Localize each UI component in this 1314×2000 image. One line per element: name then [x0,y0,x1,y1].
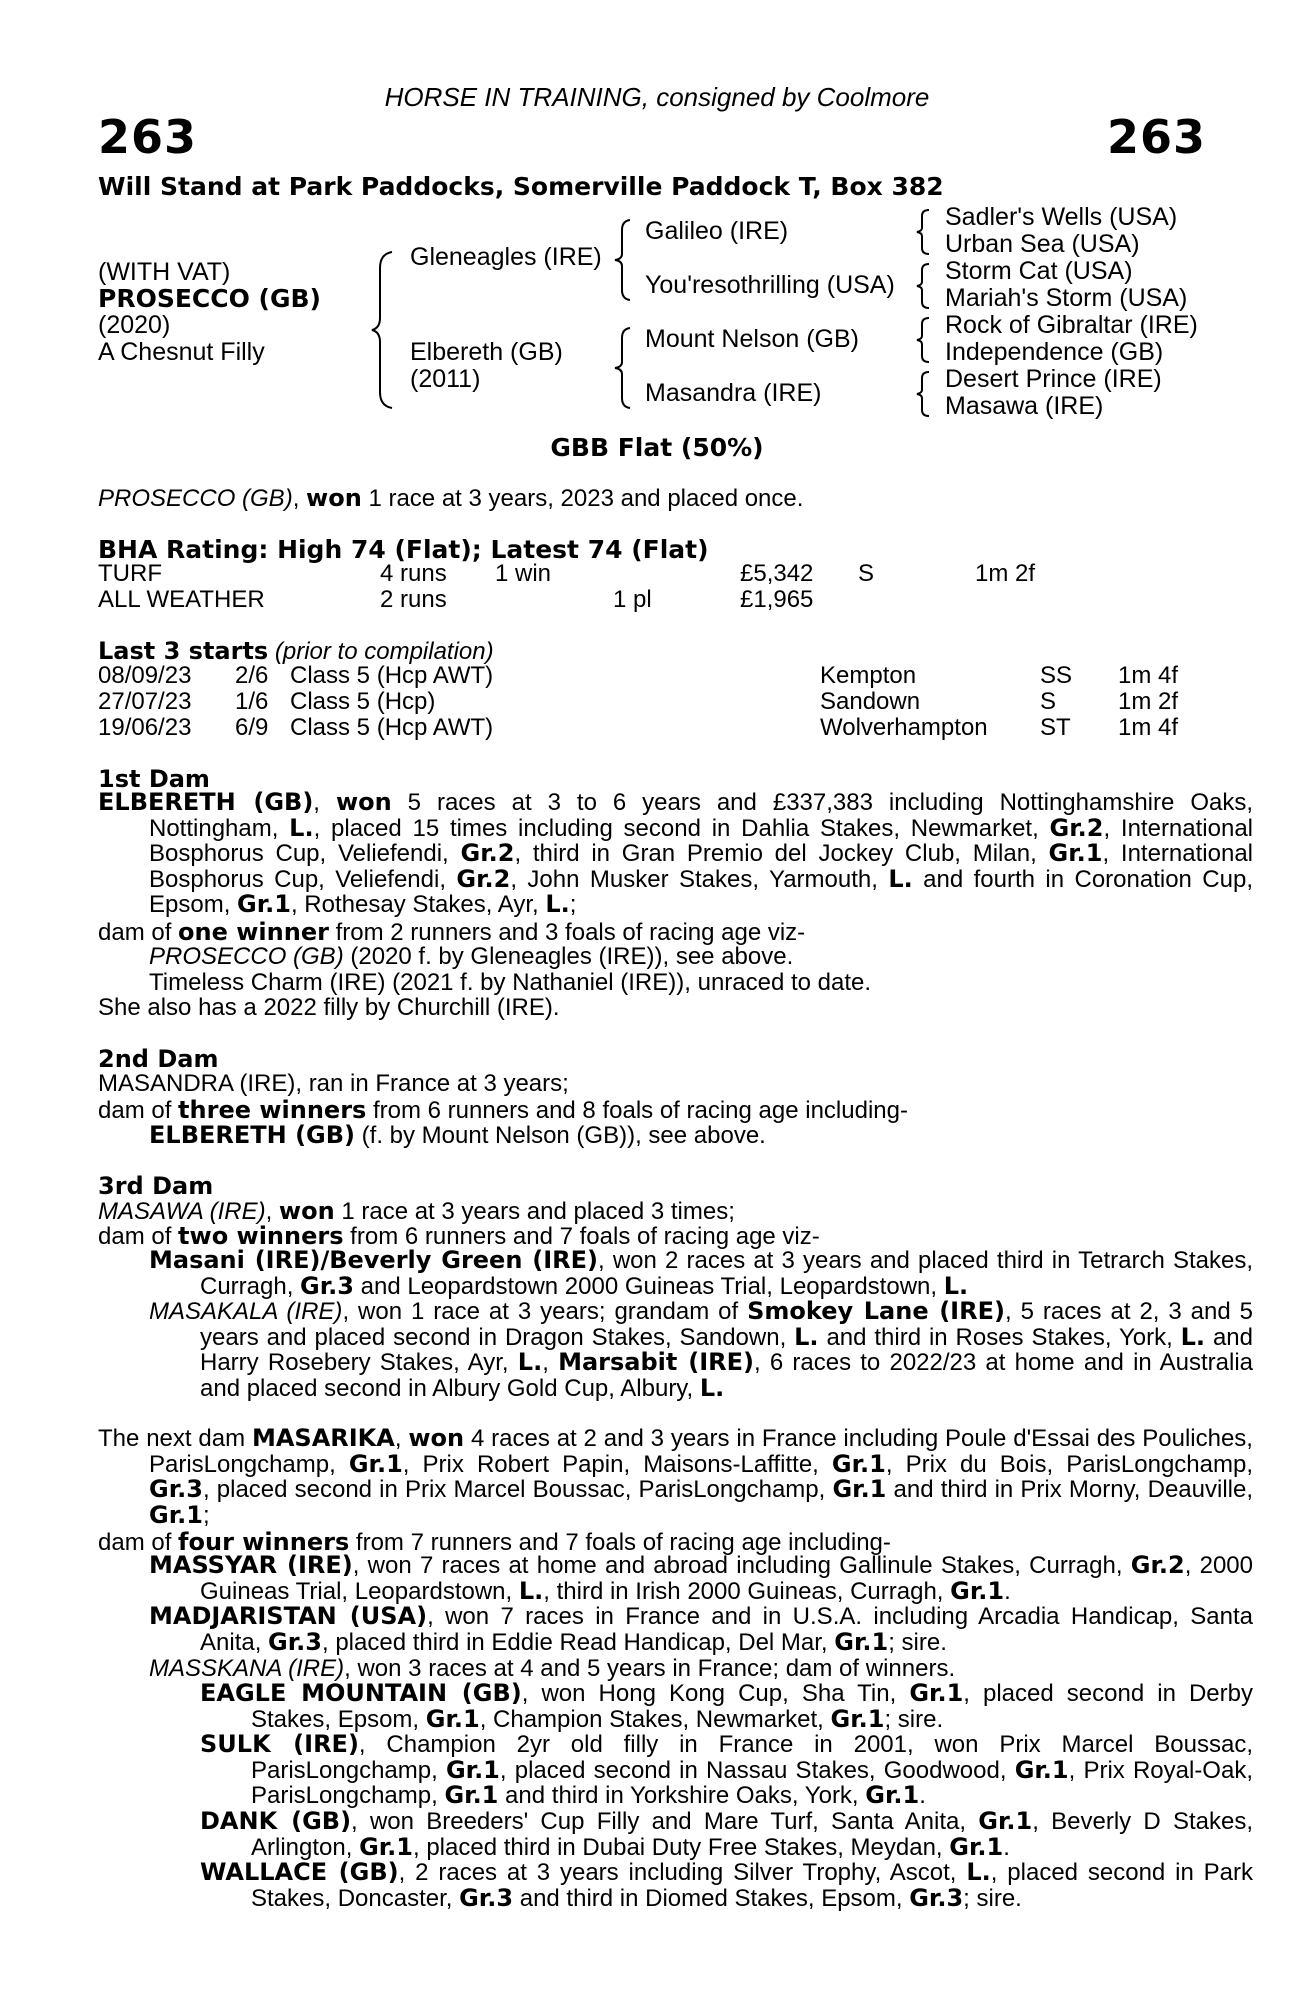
record-text: ; sire. [884,1705,944,1733]
produce-name: PROSECCO (GB) [149,943,344,970]
start-going: SS [1040,662,1073,689]
record-text: 5 races at 3 to 6 years and £337,383 including Nottinghamshire Oaks, Nottingham, [149,789,1254,842]
pedigree-gen3-4: Mariah's Storm (USA) [945,284,1188,312]
record-text: , Champion Stakes, Newmarket, [479,1705,831,1733]
bha-rating: BHA Rating: High 74 (Flat); Latest 74 (Flat) [98,535,709,564]
pedigree-brace-g3-1 [914,208,934,256]
record-text: , placed third in Dubai Duty Free Stakes, Meydan, [413,1833,950,1861]
pedigree-gen3-3: Storm Cat (USA) [945,257,1133,285]
record-text: ; sire. [888,1628,947,1656]
record-text: , third in Gran Premio del Jockey Club, Milan, [514,840,1049,868]
record-text: and Leopardstown 2000 Guineas Trial, Leopardstown, [353,1272,944,1300]
pedigree-gen3-2: Urban Sea (USA) [945,230,1140,258]
summary-horse-name: PROSECCO (GB) [98,485,293,512]
record-text: , 2000 Guineas Trial, Leopardstown, [200,1552,1254,1605]
pedigree-gen3-6: Independence (GB) [945,338,1164,366]
last-starts-note: (prior to compilation) [268,638,494,665]
grandchild-name: WALLACE (GB) [200,1858,399,1886]
grandchild-name: SULK (IRE) [200,1730,359,1758]
record-text: , won Breeders' Cup Filly and Mare Turf, Santa Anita, [351,1808,979,1835]
start-distance: 1m 4f [1118,714,1179,741]
produce-name: MASSKANA (IRE) [149,1655,345,1682]
record-text: , Prix Robert Papin, Maisons-Laffitte, [402,1450,832,1478]
pedigree-gen3-8: Masawa (IRE) [945,392,1104,420]
record-text: , 2 races at 3 years including Silver Trophy, Ascot, [398,1859,967,1886]
next-dam-record [98,1426,1253,1528]
produce-item [149,943,793,971]
record-text: . [1003,1833,1010,1861]
record-text: , placed second in Prix Marcel Boussac, ParisLongchamp, [202,1476,833,1504]
group-label: Gr.1 [950,1576,1005,1605]
grandchild-name: Smokey Lane (IRE) [747,1297,1005,1325]
listed-label: L. [699,1373,725,1402]
record-text: , won 1 race at 3 years; grandam of [342,1298,748,1325]
record-text: , International Bosphorus Cup, Veliefendi, [149,814,1254,868]
listed-label: L. [518,1576,544,1605]
produce-text: dam of [98,1529,179,1556]
produce-text: from 6 runners and 7 foals of racing age viz- [343,1223,820,1250]
produce-text: (2020 f. by Gleneagles (IRE)), see above. [343,943,794,970]
third-dam-name: MASAWA (IRE) [98,1198,266,1225]
listed-label: L. [966,1858,991,1886]
race-summary: PROSECCO (GB), won 1 race at 3 years, 2023 and placed once. [98,484,804,512]
produce-name: ELBERETH (GB) [149,1121,355,1149]
record-text: and third in Yorkshire Oaks, York, [498,1782,866,1810]
start-course: Wolverhampton [820,714,988,741]
start-course: Kempton [820,662,917,689]
vat-note: (WITH VAT) [98,258,231,286]
group-label: Gr.3 [300,1271,354,1300]
group-label: Gr.2 [1049,813,1104,842]
next-dam-name: MASARIKA [251,1424,395,1452]
pedigree-sire-sire: Galileo (IRE) [645,217,789,245]
record-text: , Beverly D Stakes, Arlington, [251,1808,1253,1861]
group-label: Gr.3 [268,1627,322,1656]
record-text: ; [569,891,577,919]
record-text: , placed second in Nassau Stakes, Goodwood, [499,1756,1015,1784]
rating-runs: 2 runs [380,586,447,613]
grandchild-item [200,1681,1253,1732]
group-label: Gr.2 [1130,1551,1185,1579]
won-label: won [278,1197,335,1225]
listed-label: L. [517,1348,543,1377]
pedigree-gen3-1: Sadler's Wells (USA) [945,203,1178,231]
second-dam-heading: 2nd Dam [98,1045,219,1073]
first-dam-name: ELBERETH (GB) [98,788,314,816]
grandchild-item [200,1732,1253,1809]
summary-won: won [306,484,362,512]
pedigree-gen3-5: Rock of Gibraltar (IRE) [945,311,1198,339]
pedigree-gen3-7: Desert Prince (IRE) [945,365,1162,393]
catalogue-header: HORSE IN TRAINING, consigned by Coolmore [384,82,930,112]
start-position: 2/6 [235,662,269,689]
gbb-eligibility: GBB Flat (50%) [550,433,764,462]
listed-label: L. [888,864,913,893]
start-date: 27/07/23 [98,688,192,715]
record-text: , [542,1349,559,1377]
group-label: Gr.1 [978,1807,1033,1835]
produce-count: three winners [178,1096,367,1124]
summary-text: 1 race at 3 years, 2023 and placed once. [361,485,804,512]
rating-distance: 1m 2f [975,560,1036,587]
group-label: Gr.1 [909,1679,964,1707]
rating-wins: 1 win [495,560,552,587]
record-text: , placed second in Park Stakes, Doncaster, [251,1859,1254,1912]
group-label: Gr.1 [237,890,291,919]
pedigree-dam: Elbereth (GB) [410,338,563,366]
start-position: 6/9 [235,714,269,741]
third-dam-heading: 3rd Dam [98,1172,214,1200]
record-text: and fourth in Coronation Cup, Epsom, [149,865,1254,919]
horse-year: (2020) [98,311,171,339]
group-label: Gr.2 [460,839,515,868]
rating-prize: £1,965 [740,586,814,613]
record-text: , International Bosphorus Cup, Veliefendi, [149,840,1253,893]
listed-label: L. [289,813,314,842]
produce-name: MASSYAR (IRE) [149,1551,353,1579]
listed-label: L. [545,890,570,919]
won-label: won [335,788,392,816]
first-dam-record: ELBERETH (GB), won 5 races at 3 to 6 years and £337,383 including Nottinghamshire Oaks, Nottingham, L., placed 15 times including second in Dahlia Stakes, Newmarket, Gr.2, International Bosphorus Cup, Veliefendi, Gr.2, third in Gran Premio del Jockey Club, Milan, Gr.1, International Bosphorus Cup, Veliefendi, Gr.2, John Musker Stakes, Yarmouth, L. and fourth in Coronation Cup, Epsom, Gr.1, Rothesay Stakes, Ayr, L.; [98,788,1254,919]
start-going: S [1040,688,1057,715]
group-label: Gr.1 [834,1627,889,1656]
record-text: ; sire. [963,1884,1022,1912]
record-text: and Harry Rosebery Stakes, Ayr, [200,1323,1253,1377]
start-distance: 1m 2f [1118,688,1179,715]
third-dam-record: MASAWA (IRE), won 1 race at 3 years and placed 3 times; [98,1197,735,1225]
record-text: , Prix du Bois, ParisLongchamp, [885,1450,1253,1478]
listed-label: L. [1180,1322,1206,1351]
produce-text: from 6 runners and 8 foals of racing age including- [366,1097,908,1124]
record-text: , won 2 races at 3 years and placed third in Tetrarch Stakes, Curragh, [200,1247,1254,1300]
record-text: , [394,1425,409,1452]
start-race: Class 5 (Hcp AWT) [290,714,494,741]
produce-text: dam of [98,1223,179,1250]
record-text: 4 races at 2 and 3 years in France including Poule d'Essai des Pouliches, ParisLongchamp, [149,1425,1253,1478]
pedigree-brace-g3-3 [914,316,934,364]
rating-places: 1 pl [613,586,652,613]
rating-prize: £5,342 [740,560,814,587]
start-course: Sandown [820,688,921,715]
last-starts-title: Last 3 starts [98,637,269,665]
group-label: Gr.1 [445,1755,500,1784]
produce-text: dam of [98,1097,179,1124]
group-label: Gr.1 [1048,839,1103,868]
pedigree-brace-sire [612,218,636,302]
lot-number-left: 263 [98,110,198,164]
produce-count: two winners [178,1222,344,1250]
listed-label: L. [794,1322,819,1351]
horse-name: PROSECCO (GB) [98,284,321,313]
pedigree-dam-year: (2011) [410,365,481,393]
start-date: 08/09/23 [98,662,192,689]
pedigree-brace-main [370,250,400,410]
group-label: Gr.1 [444,1781,499,1810]
second-dam-record: MASANDRA (IRE), ran in France at 3 years; [98,1070,569,1097]
produce-item [149,1553,1253,1604]
produce-item [149,1299,1253,1401]
pedigree-brace-dam [612,326,636,410]
group-label: Gr.1 [830,1704,885,1733]
produce-text: dam of [98,919,179,946]
record-text: and third in Roses Stakes, York, [818,1323,1181,1351]
record-text: . [1004,1577,1011,1605]
record-text: ; [202,1501,210,1529]
record-text: , won Hong Kong Cup, Sha Tin, [521,1680,910,1707]
start-position: 1/6 [235,688,269,715]
produce-item [149,1248,1253,1299]
pedigree-brace-g3-4 [914,370,934,418]
pedigree-brace-g3-2 [914,262,934,310]
group-label: Gr.3 [459,1883,514,1912]
start-date: 19/06/23 [98,714,192,741]
group-label: Gr.1 [1014,1755,1069,1784]
record-text: , won 7 races at home and abroad including Gallinule Stakes, Curragh, [352,1552,1131,1579]
start-distance: 1m 4f [1118,662,1179,689]
group-label: Gr.1 [348,1449,403,1478]
record-text: , third in Irish 2000 Guineas, Curragh, [543,1577,951,1605]
group-label: Gr.1 [359,1832,413,1861]
group-label: Gr.1 [831,1449,886,1478]
group-label: Gr.1 [949,1832,1004,1861]
record-text: , placed second in Derby Stakes, Epsom, [251,1680,1253,1733]
group-label: Gr.3 [909,1883,964,1912]
record-text: , Rothesay Stakes, Ayr, [290,891,546,919]
produce-text: from 2 runners and 3 foals of racing age viz- [328,919,806,946]
record-text: . [919,1782,926,1810]
record-text: and third in Prix Morny, Deauville, [886,1476,1253,1504]
record-text: , placed 15 times including second in Dahlia Stakes, Newmarket, [313,814,1050,842]
start-race: Class 5 (Hcp) [290,688,436,715]
grandchild-name: Marsabit (IRE) [558,1348,754,1377]
grandchild-name: EAGLE MOUNTAIN (GB) [200,1679,522,1707]
record-text: , won 3 races at 4 and 5 years in France; dam of winners. [344,1655,956,1682]
produce-item [149,1121,766,1150]
record-text: , Prix Royal-Oak, ParisLongchamp, [251,1756,1253,1810]
produce-text: from 7 runners and 7 foals of racing age including- [349,1529,891,1556]
produce-count: one winner [178,918,329,946]
record-text: 1 race at 3 years and placed 3 times; [334,1198,735,1225]
listed-label: L. [943,1271,969,1300]
pedigree-sire-dam: You'resothrilling (USA) [645,271,895,299]
produce-item: Timeless Charm (IRE) (2021 f. by Nathaniel (IRE)), unraced to date. [149,969,872,996]
rating-going: S [858,560,875,587]
record-text: , 6 races to 2022/23 at home and in Australia and placed second in Albury Gold Cup, Albury, [200,1349,1254,1402]
group-label: Gr.2 [456,864,511,893]
rating-surface: ALL WEATHER [98,586,265,613]
rating-surface: TURF [98,560,162,587]
produce-name: Masani (IRE)/Beverly Green (IRE) [149,1246,599,1274]
pedigree-sire: Gleneagles (IRE) [410,243,602,271]
pedigree-dam-sire: Mount Nelson (GB) [645,325,859,353]
start-going: ST [1040,714,1071,741]
record-text: , placed third in Eddie Read Handicap, Del Mar, [321,1628,835,1656]
group-label: Gr.1 [149,1500,203,1529]
record-text: , won 7 races in France and in U.S.A. including Arcadia Handicap, Santa Anita, [200,1603,1253,1656]
group-label: Gr.1 [832,1475,887,1504]
produce-name: MASAKALA (IRE) [149,1298,343,1325]
first-dam-note: She also has a 2022 filly by Churchill (IRE). [98,994,560,1021]
produce-name: MADJARISTAN (USA) [149,1602,428,1630]
record-text: The next dam [98,1425,252,1452]
grandchild-item [200,1809,1253,1860]
group-label: Gr.1 [425,1704,480,1733]
produce-text: (f. by Mount Nelson (GB)), see above. [355,1122,766,1149]
lot-number-right: 263 [1106,110,1206,164]
produce-count: four winners [178,1528,350,1556]
group-label: Gr.1 [865,1781,920,1810]
stabling-location: Will Stand at Park Paddocks, Somerville Paddock T, Box 382 [98,172,944,201]
produce-item [149,1604,1253,1655]
record-text: , Champion 2yr old filly in France in 2001, won Prix Marcel Boussac, ParisLongchamp, [251,1731,1254,1784]
pedigree-dam-dam: Masandra (IRE) [645,379,822,407]
first-dam-heading: 1st Dam [98,765,210,793]
grandchild-name: DANK (GB) [200,1807,352,1835]
record-text: , John Musker Stakes, Yarmouth, [510,865,889,893]
rating-runs: 4 runs [380,560,447,587]
record-text: , 5 races at 2, 3 and 5 years and placed second in Dragon Stakes, Sandown, [200,1298,1254,1351]
grandchild-item [200,1860,1253,1911]
group-label: Gr.3 [149,1475,203,1504]
start-race: Class 5 (Hcp AWT) [290,662,494,689]
record-text: and third in Diomed Stakes, Epsom, [513,1884,910,1912]
won-label: won [408,1424,465,1452]
horse-description: A Chesnut Filly [98,338,265,366]
